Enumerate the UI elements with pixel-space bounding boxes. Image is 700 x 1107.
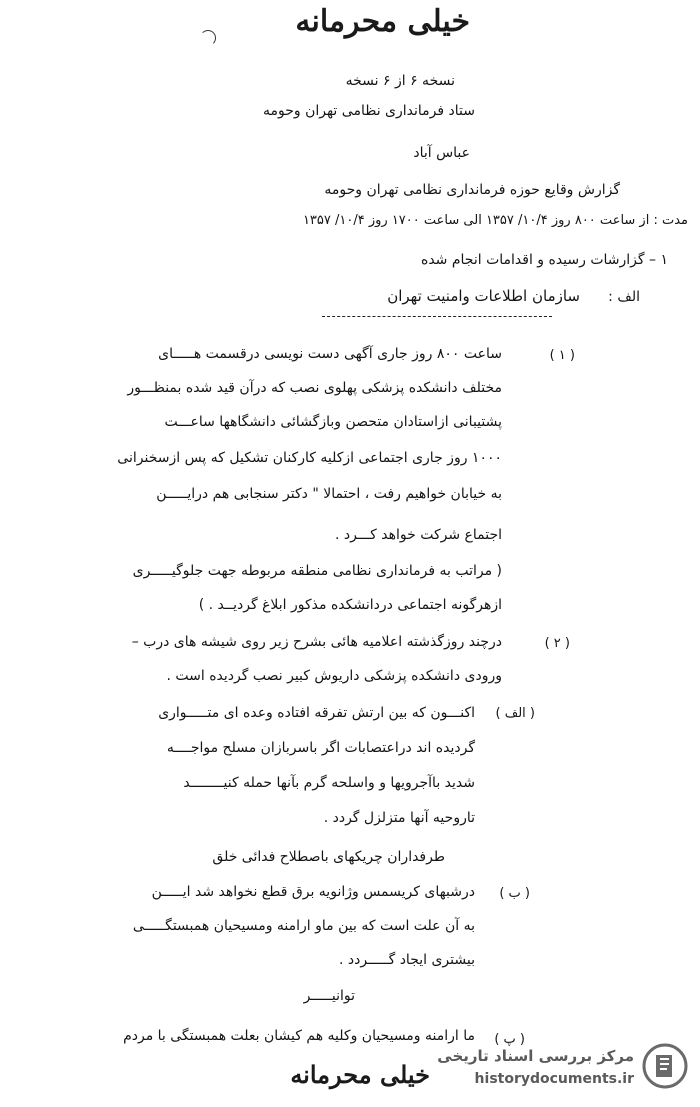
- sub-item-alef-line: اکنـــون که بین ارتش تفرقه افتاده وعده ای متـــــواری: [158, 705, 475, 721]
- item-1-line: به خیابان خواهیم رفت ، احتمالا " دکتر سنجابی هم درایـــــن: [156, 486, 502, 502]
- source-underline: [322, 316, 552, 317]
- item-2-marker: ( ۲ ): [544, 636, 570, 651]
- classification-top: خیلی محرمانه: [295, 4, 470, 39]
- sub-item-be-marker: ( ب ): [499, 886, 530, 901]
- item-1-note-line: ( مراتب به فرمانداری نظامی منطقه مربوطه جهت جلوگیـــــری: [132, 563, 502, 579]
- item-1-line: ۱۰۰۰ روز جاری اجتماعی ازکلیه کارکنان تشکیل که پس ازسخنرانی: [117, 450, 502, 466]
- sub-item-be-line: طرفداران چریکهای باصطلاح فدائی خلق: [212, 849, 445, 865]
- sub-item-alef-line: تاروحیه آنها متزلزل گردد .: [323, 810, 475, 826]
- sub-item-be-line: درشبهای کریسمس وژانویه برق قطع نخواهد شد ایـــــن: [151, 884, 475, 900]
- item-1-line: اجتماع شرکت خواهد کـــرد .: [334, 527, 502, 543]
- item-1-line: مختلف دانشکده پزشکی پهلوی نصب که درآن قید شده بمنظـــور: [127, 380, 502, 396]
- item-1-line: ساعت ۸۰۰ روز جاری آگهی دست نویسی درقسمت هـــــای: [158, 346, 502, 362]
- item-1-note-line: ازهرگونه اجتماعی دردانشکده مذکور ابلاغ گردیــد . ): [198, 597, 502, 613]
- sub-item-pe-marker: ( پ ): [494, 1032, 525, 1047]
- sub-item-be-line: به آن علت است که بین ماو ارامنه ومسیحیان همبستگـــــی: [132, 918, 475, 934]
- source-name: سازمان اطلاعات وامنیت تهران: [387, 287, 580, 305]
- sub-item-be-line: بیشتری ایجاد گـــــردد .: [338, 952, 475, 968]
- copy-number: نسخه ۶ از ۶ نسخه: [345, 73, 455, 89]
- sub-item-pe-line: ما ارامنه ومسیحیان وکلیه هم کیشان بعلت همبستگی با مردم: [123, 1028, 475, 1044]
- sender-office: ستاد فرمانداری نظامی تهران وحومه: [262, 103, 475, 119]
- watermark-name: مرکز بررسی اسناد تاریخی: [437, 1047, 634, 1065]
- item-1-line: پشتیبانی ازاستادان متحصن وبازگشائی دانشگاهها ساعـــت: [164, 414, 502, 430]
- source-label: الف :: [608, 289, 640, 305]
- item-2-line: درچند روزگذشته اعلامیه هائی بشرح زیر روی شیشه های درب –: [131, 634, 502, 650]
- sub-item-alef-line: شدید باآجرویها و واسلحه گرم بآنها حمله کنیــــــــد: [183, 775, 475, 791]
- watermark-url[interactable]: historydocuments.ir: [474, 1071, 634, 1087]
- sender-city: عباس آباد: [413, 145, 470, 161]
- sub-item-be-signature: توانیـــــر: [303, 988, 355, 1004]
- sub-item-alef-line: گردیده اند دراعتصابات اگر باسربازان مسلح مواجــــه: [166, 740, 475, 756]
- item-1-marker: ( ۱ ): [549, 348, 575, 363]
- report-period: مدت : از ساعت ۸۰۰ روز ۱۰/۴/ ۱۳۵۷ الی ساعت ۱۷۰۰ روز ۱۰/۴/ ۱۳۵۷: [302, 213, 688, 228]
- sub-item-alef-marker: ( الف ): [495, 706, 535, 721]
- report-title: گزارش وقایع حوزه فرمانداری نظامی تهران وحومه: [324, 182, 620, 198]
- classification-bottom: خیلی محرمانه: [290, 1060, 430, 1089]
- pen-mark: [200, 30, 216, 46]
- item-2-line: ورودی دانشکده پزشکی داریوش کبیر نصب گردیده است .: [166, 668, 502, 684]
- archive-logo-icon: [642, 1043, 688, 1089]
- archive-watermark: [428, 1035, 688, 1099]
- section-heading: ۱ – گزارشات رسیده و اقدامات انجام شده: [421, 252, 668, 268]
